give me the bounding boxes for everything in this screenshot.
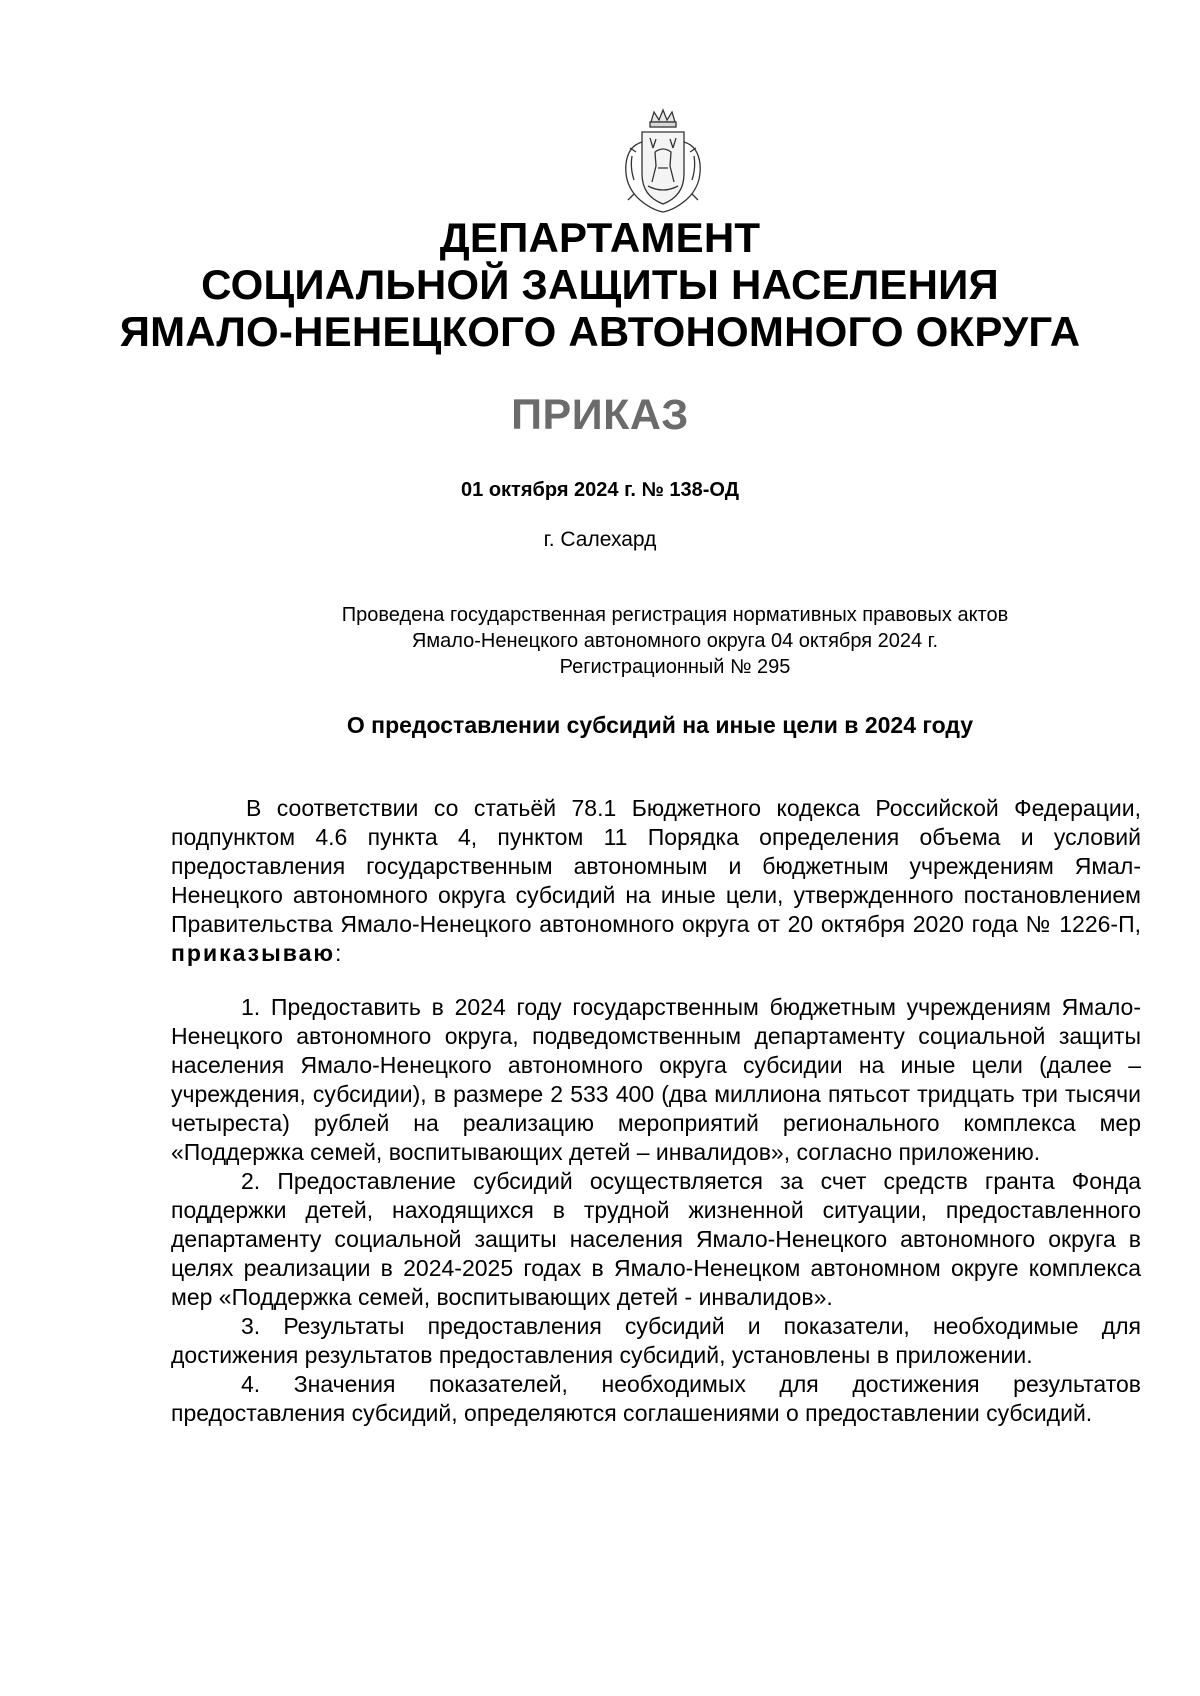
registration-line-3: Регистрационный № 295 xyxy=(559,656,791,678)
department-line-3: ЯМАЛО-НЕНЕЦКОГО АВТОНОМНОГО ОКРУГА xyxy=(119,308,1081,355)
order-item-4: 4. Значения показателей, необходимых для достижения результатов предоставления субсидий, определяются соглашениями о предоставлении субсидий. xyxy=(171,1371,1141,1426)
order-item-1: 1. Предоставить в 2024 году государственным бюджетным учреждениям Ямало-Ненецкого автономного округа, подведомственным департаменту социальной защиты населения Ямало-Ненецкого автономного округа субсидии на иные цели (далее – учреждения, субсидии), в размере 2 533 400 (два миллиона пятьсот тридцать три тысячи четыреста) рублей на реализацию мероприятий регионального комплекса мер «Поддержка семей, воспитывающих детей – инвалидов», согласно приложению. xyxy=(171,994,1141,1165)
preamble-tail: : xyxy=(335,940,342,966)
department-line-1: ДЕПАРТАМЕНТ xyxy=(439,214,761,261)
order-item-3: 3. Результаты предоставления субсидий и показатели, необходимые для достижения результатов предоставления субсидий, установлены в приложении. xyxy=(171,1313,1141,1368)
order-item-2: 2. Предоставление субсидий осуществляется за счет средств гранта Фонда поддержки детей, находящихся в трудной жизненной ситуации, предоставленного департаменту социальной защиты населения Ямало-Ненецкого автономного округа в целях реализации в 2024-2025 годах в Ямало-Ненецком автономном округе комплекса мер «Поддержка семей, воспитывающих детей - инвалидов». xyxy=(171,1168,1141,1310)
city: г. Салехард xyxy=(543,528,657,551)
coat-of-arms-icon xyxy=(618,108,708,216)
preamble-emphasis: приказываю xyxy=(171,940,336,966)
department-line-2: СОЦИАЛЬНОЙ ЗАЩИТЫ НАСЕЛЕНИЯ xyxy=(201,261,999,308)
order-items xyxy=(171,993,1141,1428)
document-type: ПРИКАЗ xyxy=(511,391,689,439)
order-subject: О предоставлении субсидий на иные цели в 2024 году xyxy=(346,712,974,738)
order-date-number: 01 октября 2024 г. № 138-ОД xyxy=(461,479,739,501)
department-name xyxy=(0,214,1200,355)
registration-line-1: Проведена государственная регистрация нормативных правовых актов xyxy=(341,604,1009,626)
registration-line-2: Ямало-Ненецкого автономного округа 04 октября 2024 г. xyxy=(411,630,939,652)
preamble-paragraph xyxy=(171,794,1141,968)
registration-note xyxy=(200,602,1150,680)
preamble-text: В соответствии со статьёй 78.1 Бюджетного кодекса Российской Федерации, подпунктом 4.6 пункта 4, пунктом 11 Порядка определения объема и условий предоставления государственным автономным и бюджетным учреждениям Ямал-Ненецкого автономного округа субсидий на иные цели, утвержденного постановлением Правительства Ямало-Ненецкого автономного округа от 20 октября 2020 года № 1226-П, xyxy=(171,795,1141,937)
